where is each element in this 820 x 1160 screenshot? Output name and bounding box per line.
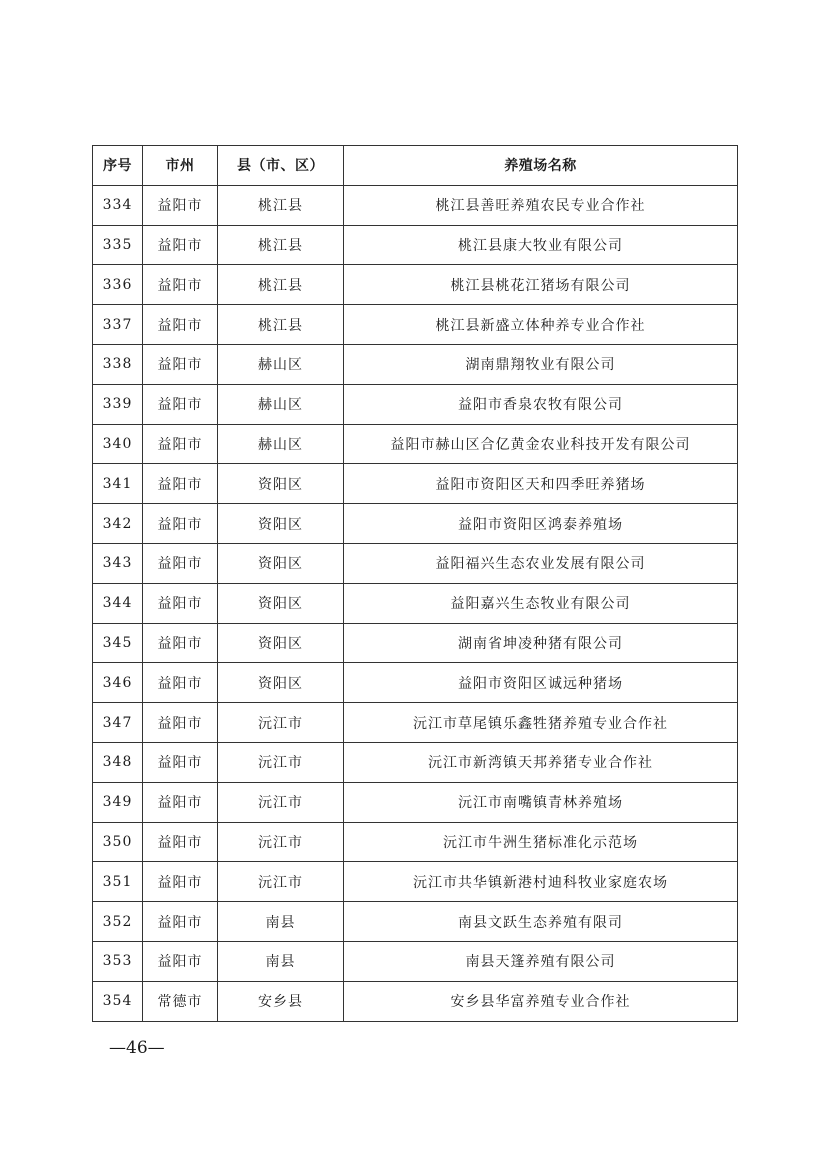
cell-city: 益阳市: [143, 464, 218, 504]
cell-no: 351: [93, 862, 143, 902]
cell-no: 343: [93, 543, 143, 583]
cell-county: 资阳区: [218, 464, 344, 504]
table-row: [93, 902, 738, 942]
cell-county: 沅江市: [218, 782, 344, 822]
cell-farm-name: 沅江市南嘴镇青林养殖场: [344, 782, 738, 822]
cell-county: 赫山区: [218, 384, 344, 424]
cell-city: 益阳市: [143, 583, 218, 623]
table-row: [93, 742, 738, 782]
table-row: [93, 225, 738, 265]
cell-farm-name: 益阳福兴生态农业发展有限公司: [344, 543, 738, 583]
cell-farm-name: 益阳市资阳区诚远种猪场: [344, 663, 738, 703]
header-farm-name: 养殖场名称: [344, 146, 738, 186]
cell-farm-name: 南县天篷养殖有限公司: [344, 941, 738, 981]
table-row: [93, 504, 738, 544]
cell-farm-name: 益阳市香泉农牧有限公司: [344, 384, 738, 424]
cell-farm-name: 湖南省坤凌种猪有限公司: [344, 623, 738, 663]
table-row: [93, 185, 738, 225]
table-row: [93, 981, 738, 1021]
table-row: [93, 344, 738, 384]
cell-county: 资阳区: [218, 543, 344, 583]
table-row: [93, 464, 738, 504]
cell-city: 益阳市: [143, 504, 218, 544]
cell-no: 348: [93, 742, 143, 782]
cell-no: 350: [93, 822, 143, 862]
cell-city: 益阳市: [143, 305, 218, 345]
cell-county: 桃江县: [218, 265, 344, 305]
cell-farm-name: 益阳市赫山区合亿黄金农业科技开发有限公司: [344, 424, 738, 464]
cell-county: 沅江市: [218, 703, 344, 743]
cell-no: 352: [93, 902, 143, 942]
table-row: [93, 822, 738, 862]
cell-no: 346: [93, 663, 143, 703]
cell-no: 337: [93, 305, 143, 345]
cell-farm-name: 安乡县华富养殖专业合作社: [344, 981, 738, 1021]
cell-county: 赫山区: [218, 424, 344, 464]
cell-city: 益阳市: [143, 384, 218, 424]
cell-county: 桃江县: [218, 225, 344, 265]
cell-farm-name: 沅江市草尾镇乐鑫牲猪养殖专业合作社: [344, 703, 738, 743]
cell-city: 益阳市: [143, 344, 218, 384]
cell-farm-name: 南县文跃生态养殖有限司: [344, 902, 738, 942]
cell-no: 347: [93, 703, 143, 743]
cell-county: 资阳区: [218, 623, 344, 663]
cell-county: 沅江市: [218, 742, 344, 782]
cell-city: 益阳市: [143, 623, 218, 663]
cell-county: 资阳区: [218, 663, 344, 703]
cell-farm-name: 益阳市资阳区鸿泰养殖场: [344, 504, 738, 544]
cell-city: 益阳市: [143, 225, 218, 265]
cell-county: 资阳区: [218, 504, 344, 544]
cell-city: 益阳市: [143, 822, 218, 862]
table-header-row: [93, 146, 738, 186]
cell-city: 益阳市: [143, 862, 218, 902]
cell-city: 益阳市: [143, 902, 218, 942]
cell-city: 益阳市: [143, 742, 218, 782]
table-row: [93, 583, 738, 623]
cell-farm-name: 沅江市牛洲生猪标准化示范场: [344, 822, 738, 862]
cell-no: 342: [93, 504, 143, 544]
header-city: 市州: [143, 146, 218, 186]
cell-no: 336: [93, 265, 143, 305]
cell-no: 345: [93, 623, 143, 663]
table-row: [93, 663, 738, 703]
table-row: [93, 941, 738, 981]
cell-no: 353: [93, 941, 143, 981]
cell-county: 桃江县: [218, 305, 344, 345]
cell-city: 益阳市: [143, 424, 218, 464]
page-number: —46—: [109, 1038, 165, 1058]
table-row: [93, 862, 738, 902]
cell-no: 340: [93, 424, 143, 464]
table-row: [93, 424, 738, 464]
cell-county: 沅江市: [218, 862, 344, 902]
cell-county: 资阳区: [218, 583, 344, 623]
cell-farm-name: 益阳嘉兴生态牧业有限公司: [344, 583, 738, 623]
table-row: [93, 265, 738, 305]
cell-farm-name: 桃江县善旺养殖农民专业合作社: [344, 185, 738, 225]
cell-city: 益阳市: [143, 663, 218, 703]
cell-city: 益阳市: [143, 941, 218, 981]
table-row: [93, 305, 738, 345]
cell-city: 益阳市: [143, 782, 218, 822]
table-row: [93, 623, 738, 663]
cell-city: 益阳市: [143, 703, 218, 743]
cell-city: 常德市: [143, 981, 218, 1021]
cell-county: 南县: [218, 902, 344, 942]
cell-no: 344: [93, 583, 143, 623]
cell-no: 334: [93, 185, 143, 225]
cell-farm-name: 桃江县桃花江猪场有限公司: [344, 265, 738, 305]
cell-farm-name: 益阳市资阳区天和四季旺养猪场: [344, 464, 738, 504]
table-row: [93, 782, 738, 822]
cell-no: 339: [93, 384, 143, 424]
cell-county: 赫山区: [218, 344, 344, 384]
cell-city: 益阳市: [143, 265, 218, 305]
header-no: 序号: [93, 146, 143, 186]
cell-farm-name: 沅江市共华镇新港村迪科牧业家庭农场: [344, 862, 738, 902]
cell-city: 益阳市: [143, 543, 218, 583]
cell-county: 南县: [218, 941, 344, 981]
cell-farm-name: 沅江市新湾镇天邦养猪专业合作社: [344, 742, 738, 782]
header-county: 县（市、区）: [218, 146, 344, 186]
table-row: [93, 703, 738, 743]
cell-no: 354: [93, 981, 143, 1021]
table-row: [93, 543, 738, 583]
cell-farm-name: 湖南鼎翔牧业有限公司: [344, 344, 738, 384]
cell-no: 341: [93, 464, 143, 504]
farm-list-table: [92, 145, 738, 1022]
cell-farm-name: 桃江县新盛立体种养专业合作社: [344, 305, 738, 345]
cell-city: 益阳市: [143, 185, 218, 225]
cell-no: 338: [93, 344, 143, 384]
cell-no: 335: [93, 225, 143, 265]
cell-no: 349: [93, 782, 143, 822]
cell-farm-name: 桃江县康大牧业有限公司: [344, 225, 738, 265]
table-body: [93, 185, 738, 1021]
cell-county: 安乡县: [218, 981, 344, 1021]
table-row: [93, 384, 738, 424]
cell-county: 桃江县: [218, 185, 344, 225]
cell-county: 沅江市: [218, 822, 344, 862]
